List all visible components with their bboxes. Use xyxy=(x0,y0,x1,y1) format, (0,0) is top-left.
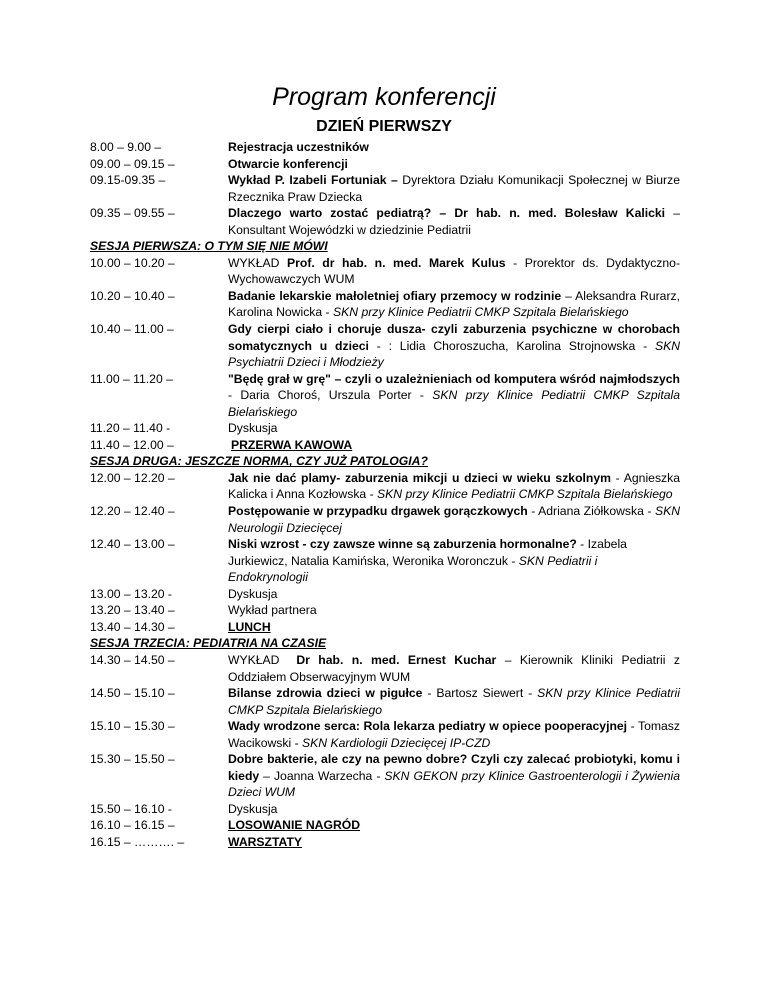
agenda-row xyxy=(90,751,680,801)
time-slot: 12.20 – 12.40 – xyxy=(90,504,175,519)
agenda-description xyxy=(228,718,680,751)
affiliation: SKN Neurologii Dziecięcej xyxy=(228,504,680,535)
agenda-title: Badanie lekarskie małoletniej ofiary przemocy w rodzinie xyxy=(228,288,562,303)
time-slot: 10.00 – 10.20 – xyxy=(90,255,175,270)
agenda-description xyxy=(228,321,680,371)
agenda-row xyxy=(90,321,680,371)
time-slot: 14.50 – 15.10 – xyxy=(90,686,175,701)
agenda xyxy=(90,139,680,851)
agenda-details: - Tomasz Wacikowski - xyxy=(228,719,680,750)
time-slot: 09.35 – 09.55 – xyxy=(90,206,175,221)
time-slot: 12.40 – 13.00 – xyxy=(90,537,175,552)
agenda-details: – Kierownik Kliniki Pediatrii z Oddziałem Obserwacyjnym WUM xyxy=(228,652,680,684)
agenda-title: Wady wrodzone serca: Rola lekarza pediatry w opiece pooperacyjnej xyxy=(228,719,628,734)
agenda-title: Prof. dr hab. n. med. Marek Kulus xyxy=(287,255,506,270)
agenda-row xyxy=(90,619,680,636)
agenda-row xyxy=(90,536,680,586)
time-slot: 11.40 – 12.00 – xyxy=(90,437,174,452)
agenda-description xyxy=(228,470,680,503)
time-slot: 14.30 – 14.50 – xyxy=(90,652,175,667)
agenda-details: - Bartosz Siewert - xyxy=(422,686,538,701)
agenda-row xyxy=(90,801,680,818)
agenda-row xyxy=(90,685,680,718)
time-slot: 15.10 – 15.30 – xyxy=(90,719,175,734)
agenda-row xyxy=(90,470,680,503)
time-slot: 10.40 – 11.00 – xyxy=(90,322,174,337)
agenda-title: Rejestracja uczestników xyxy=(228,140,369,154)
agenda-row xyxy=(90,255,680,288)
time-slot: 11.00 – 11.20 – xyxy=(90,371,173,386)
agenda-row xyxy=(90,139,680,156)
agenda-details: - Adriana Ziółkowska - xyxy=(527,504,655,519)
discussion-label: Dyskusja xyxy=(228,801,278,816)
session-heading: SESJA DRUGA: JESZCZE NORMA, CZY JUŻ PATOLOGIA? xyxy=(90,454,428,469)
lecture-prefix: WYKŁAD xyxy=(228,255,288,270)
time-slot: 11.20 – 11.40 - xyxy=(90,421,171,436)
time-slot: 13.20 – 13.40 – xyxy=(90,603,175,618)
break-label: WARSZTATY xyxy=(228,834,303,849)
agenda-row xyxy=(90,718,680,751)
agenda-row xyxy=(90,288,680,321)
time-slot: 16.15 – ………. – xyxy=(90,834,185,849)
time-slot: 12.00 – 12.20 – xyxy=(90,470,175,485)
agenda-title: "Będę grał w grę" – czyli o uzależnieniach od komputera wśród najmłodszych xyxy=(228,371,680,386)
affiliation: SKN Psychiatrii Dzieci i Młodzieży xyxy=(228,338,680,370)
affiliation: SKN przy Klinice Pediatrii CMKP Szpitala Bielańskiego xyxy=(228,388,680,419)
agenda-details: – Aleksandra Rurarz, Karolina Nowicka - xyxy=(228,288,680,320)
discussion-label: Dyskusja xyxy=(228,586,278,601)
agenda-details: - : Lidia Choroszucha, Karolina Strojnowska - xyxy=(368,338,655,353)
affiliation: SKN przy Klinice Pediatrii CMKP Szpitala Bielańskiego xyxy=(228,686,680,717)
affiliation: SKN GEKON przy Klinice Gastroenterologii i Żywienia Dzieci WUM xyxy=(228,768,680,800)
agenda-details: – Joanna Warzecha - xyxy=(259,768,385,783)
agenda-title: Wykład P. Izabeli Fortuniak – xyxy=(228,173,398,188)
agenda-title: Jak nie dać plamy- zaburzenia mikcji u dzieci w wieku szkolnym xyxy=(228,470,611,485)
affiliation: SKN Kardiologii Dziecięcej IP-CZD xyxy=(302,735,491,750)
agenda-description xyxy=(228,371,680,421)
discussion-label: Dyskusja xyxy=(228,421,278,436)
agenda-title: Niski wzrost - czy zawsze winne są zaburzenia hormonalne? xyxy=(228,537,577,552)
agenda-details: Dyrektora Działu Komunikacji Społecznej w Biurze Rzecznika Praw Dziecka xyxy=(228,173,680,204)
agenda-description xyxy=(228,652,680,685)
agenda-row xyxy=(90,652,680,685)
agenda-details: - Prorektor ds. Dydaktyczno-Wychowawczych WUM xyxy=(228,255,680,287)
agenda-details: - Agnieszka Kalicka i Anna Kozłowska - xyxy=(228,470,681,502)
agenda-description xyxy=(228,288,680,321)
agenda-row xyxy=(90,834,680,851)
lecture-prefix: WYKŁAD xyxy=(228,652,297,667)
partner-lecture-label: Wykład partnera xyxy=(228,603,317,618)
agenda-row xyxy=(90,205,680,238)
agenda-description xyxy=(228,751,680,801)
agenda-description xyxy=(228,685,680,718)
break-label: LOSOWANIE NAGRÓD xyxy=(228,818,361,833)
agenda-title: Postępowanie w przypadku drgawek gorączkowych xyxy=(228,504,528,519)
agenda-row xyxy=(90,437,680,454)
agenda-description xyxy=(228,205,680,238)
agenda-row xyxy=(90,817,680,834)
agenda-row xyxy=(90,420,680,437)
agenda-row xyxy=(90,172,680,205)
break-label: PRZERWA KAWOWA xyxy=(231,437,353,452)
time-slot: 09.15-09.35 – xyxy=(90,173,166,188)
agenda-title: Gdy cierpi ciało i choruje dusza- czyli zaburzenia psychiczne w chorobach somatycznych u dzieci xyxy=(228,322,680,353)
agenda-description xyxy=(228,172,680,205)
agenda-description xyxy=(228,255,680,288)
affiliation: SKN przy Klinice Pediatrii CMKP Szpitala Bielańskiego xyxy=(377,487,673,502)
time-slot: 8.00 – 9.00 – xyxy=(90,140,162,154)
agenda-description xyxy=(228,536,680,586)
time-slot: 09.00 – 09.15 – xyxy=(90,156,175,171)
day-heading: DZIEŃ PIERWSZY xyxy=(316,118,452,135)
agenda-row xyxy=(90,503,680,536)
session-heading: SESJA PIERWSZA: O TYM SIĘ NIE MÓWI xyxy=(90,239,328,254)
document-title: Program konferencji xyxy=(272,83,496,111)
break-label: LUNCH xyxy=(228,619,271,634)
agenda-title: Bilanse zdrowia dzieci w pigułce xyxy=(228,686,423,701)
agenda-title: Dlaczego warto zostać pediatrą? – Dr hab. n. med. Bolesław Kalicki xyxy=(228,206,666,221)
time-slot: 10.20 – 10.40 – xyxy=(90,288,175,303)
time-slot: 15.50 – 16.10 - xyxy=(90,801,172,816)
agenda-description xyxy=(228,503,680,536)
time-slot: 15.30 – 15.50 – xyxy=(90,752,175,767)
time-slot: 16.10 – 16.15 – xyxy=(90,818,175,833)
session-heading: SESJA TRZECIA: PEDIATRIA NA CZASIE xyxy=(90,636,327,651)
agenda-details: - Daria Choroś, Urszula Porter - xyxy=(228,388,433,403)
agenda-row xyxy=(90,156,680,173)
affiliation: SKN Pediatrii i Endokrynologii xyxy=(228,553,598,585)
agenda-row xyxy=(90,371,680,421)
agenda-title: Dobre bakterie, ale czy na pewno dobre? Czyli czy zalecać probiotyki, komu i kiedy xyxy=(228,752,680,783)
agenda-row xyxy=(90,602,680,619)
agenda-details: – Konsultant Wojewódzki w dziedzinie Pediatrii xyxy=(228,206,680,237)
affiliation: SKN przy Klinice Pediatrii CMKP Szpitala Bielańskiego xyxy=(333,305,629,320)
time-slot: 13.00 – 13.20 - xyxy=(90,586,172,601)
time-slot: 13.40 – 14.30 – xyxy=(90,619,175,634)
agenda-details: - Izabela Jurkiewicz, Natalia Kamińska, Weronika Woronczuk - xyxy=(228,537,627,568)
agenda-title: Dr hab. n. med. Ernest Kuchar xyxy=(296,652,497,667)
agenda-title: Otwarcie konferencji xyxy=(228,156,348,171)
agenda-row xyxy=(90,586,680,603)
